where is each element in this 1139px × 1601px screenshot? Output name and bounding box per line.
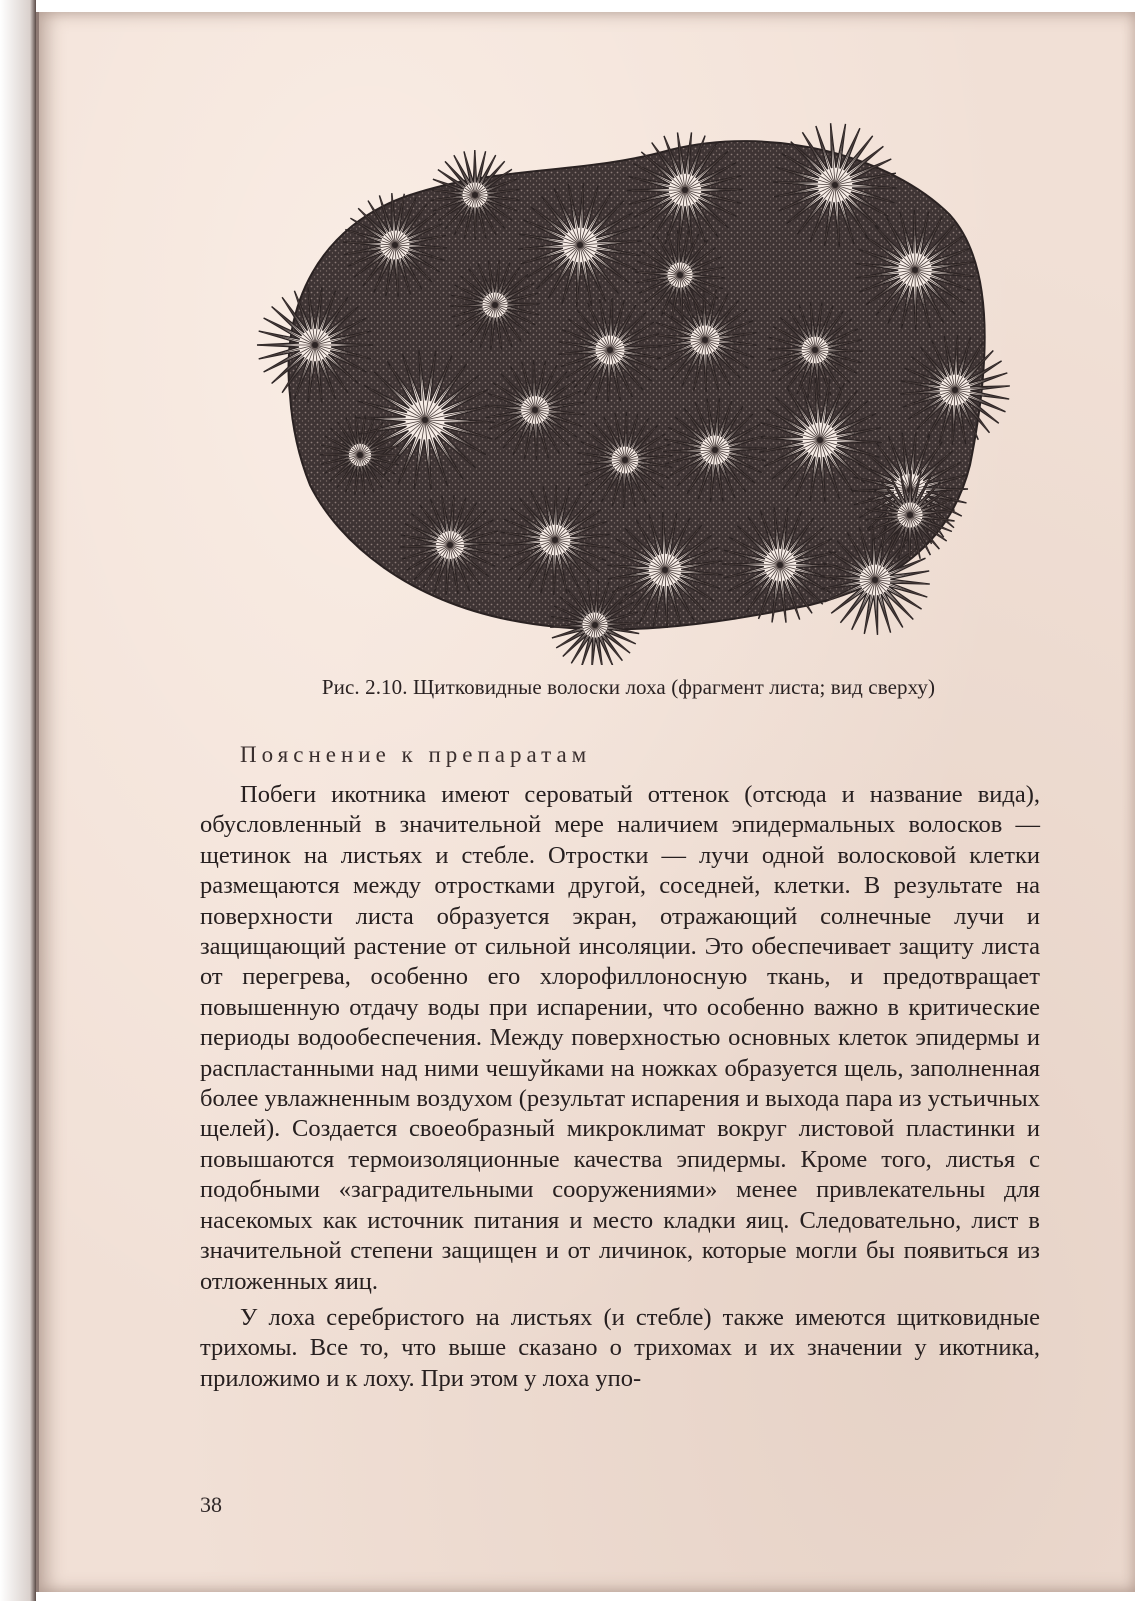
paragraph-1: Побеги икотника имеют сероватый оттенок (отсюда и название вида), обусловленный в значительной мере наличием эпидермальных волосков — щетинок на листьях и стебле. Отростки — лучи одной волосковой клетки размещаются между отростками другой, соседней, клетки. В результате на поверхности листа образуется экран, отражающий солнечные лучи и защищающий растение от сильной инсоляции. Это обеспечивает защиту листа от перегрева, особенно его хлорофиллоносную ткань, и предотвращает повышенную отдачу воды при испарении, что особенно важно в критические периоды водообеспечения. Между поверхностью основных клеток эпидермы и распластанными над ними чешуйками на ножках образуется щель, заполненная более увлажненным воздухом (результат испарения и выхода пара из устьичных щелей). Создается своеобразный микроклимат вокруг листовой пластинки и повышаются термоизоляционные качества эпидермы. Кроме того, листья с подобными «заградительными сооружениями» менее привлекательны для насекомых как источник питания и место кладки яиц. Следовательно, лист в значительной степени защищен и от личинок, которые могли бы появиться из отложенных яиц.: [200, 781, 1040, 1295]
page-number: 38: [200, 1492, 222, 1517]
body-text: [200, 780, 1040, 1400]
scan-edge: [0, 0, 36, 1601]
scale-hairs-illustration: [250, 105, 1010, 665]
paragraph-2: У лоха серебристого на листьях (и стебле) также имеются щитковидные трихомы. Все то, что выше сказано о трихомах и их значении у икотника, приложимо и к лоху. При этом у лоха упо-: [200, 1303, 1040, 1392]
figure-caption: Рис. 2.10. Щитковидные волоски лоха (фрагмент листа; вид сверху): [321, 675, 936, 699]
section-title: Пояснение к препаратам: [240, 742, 592, 767]
